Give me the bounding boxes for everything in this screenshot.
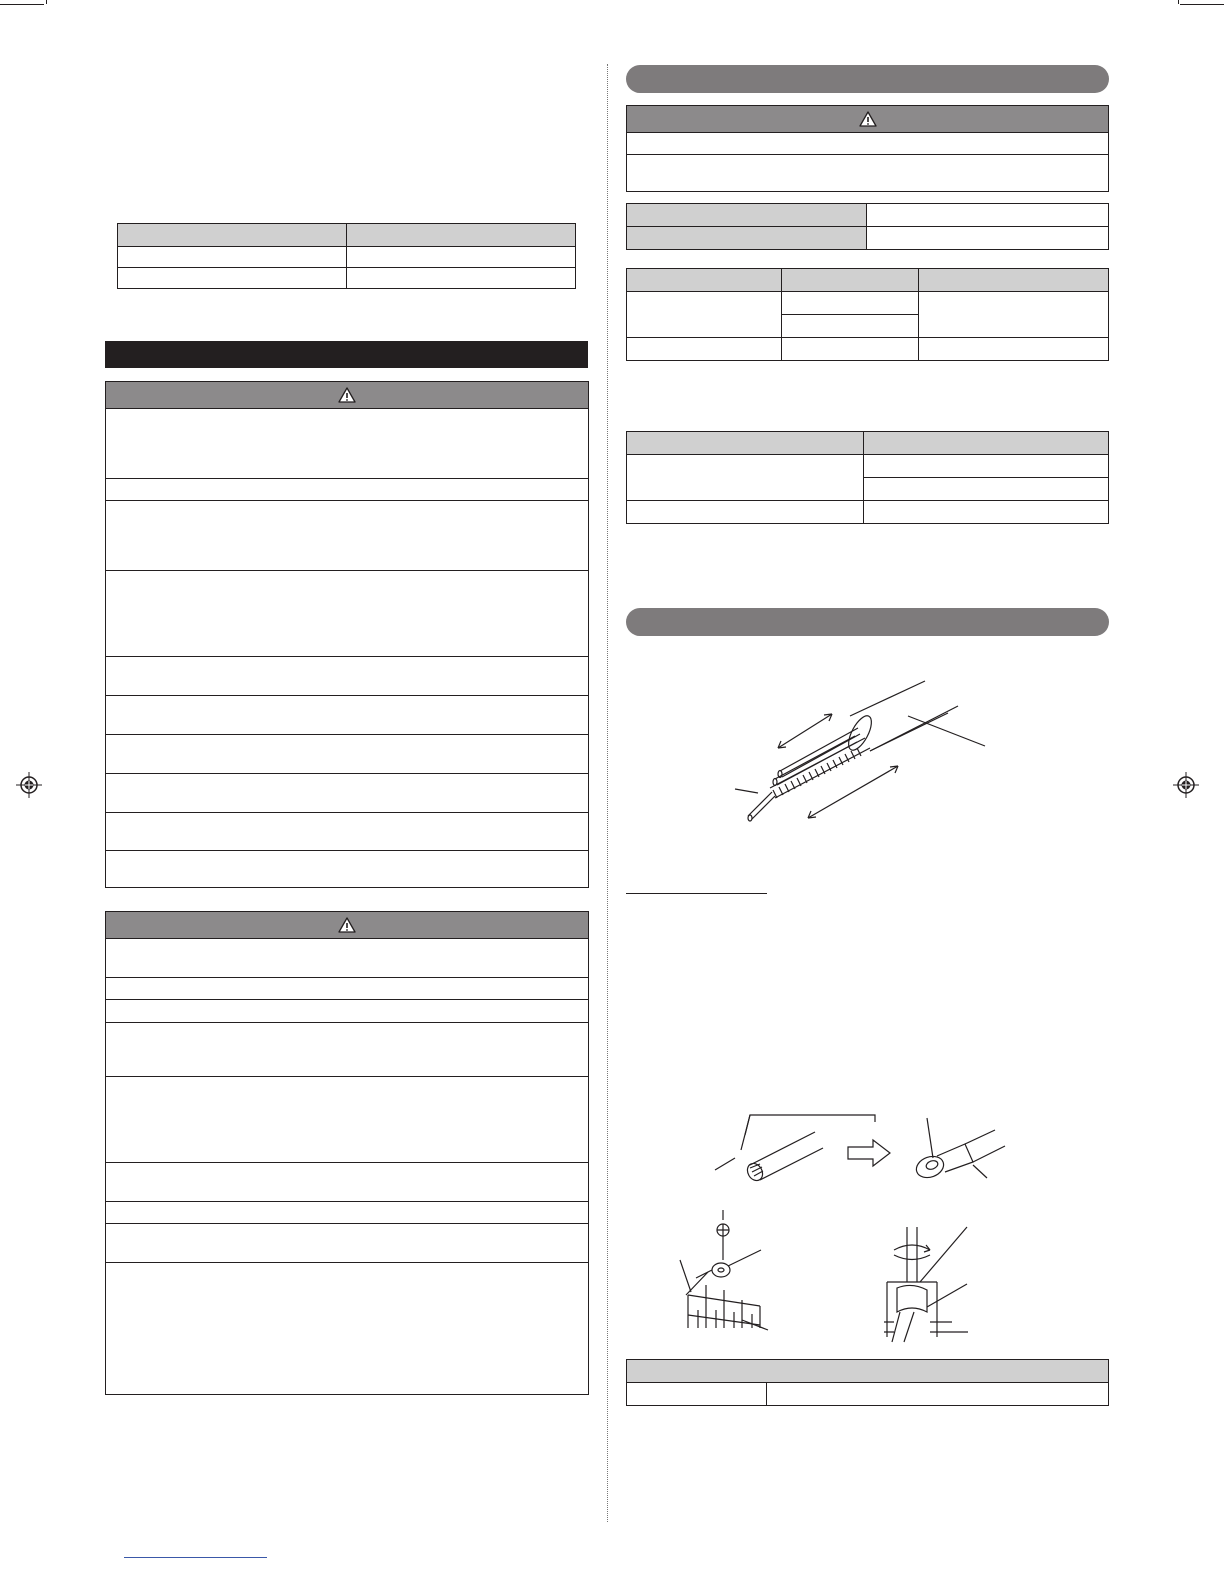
table-row	[627, 1360, 1109, 1383]
table-row	[627, 292, 1109, 315]
crop-mark-top-right	[1180, 4, 1224, 5]
column-divider	[607, 64, 608, 1522]
caution-box-header	[106, 912, 588, 939]
list-item	[106, 813, 588, 851]
list-item	[106, 851, 588, 887]
list-item	[106, 696, 588, 735]
crop-mark-top-left-v	[46, 0, 47, 4]
wire-spec-table	[626, 268, 1109, 361]
list-item	[627, 155, 1108, 191]
list-item	[106, 409, 588, 479]
list-item	[106, 1000, 588, 1023]
list-item	[106, 501, 588, 571]
rating-table	[626, 203, 1109, 250]
list-item	[106, 1263, 588, 1394]
warning-triangle-icon	[338, 917, 356, 933]
table-row	[627, 269, 1109, 292]
list-item	[106, 774, 588, 813]
list-item	[106, 571, 588, 657]
torque-table	[626, 1359, 1109, 1406]
cable-strip-figure	[730, 676, 1000, 826]
spec-table	[117, 223, 576, 289]
table-row	[627, 455, 1109, 478]
crop-mark-top-left	[0, 4, 44, 5]
list-item	[106, 479, 588, 501]
caution-box	[105, 911, 589, 1395]
list-item	[106, 1224, 588, 1263]
footer-link-underline	[124, 1557, 267, 1558]
list-item	[106, 1163, 588, 1202]
table-row	[627, 204, 1109, 227]
warning-triangle-icon	[859, 111, 877, 127]
registration-mark-icon	[1173, 772, 1199, 798]
list-item	[106, 978, 588, 1000]
registration-mark-icon	[16, 772, 42, 798]
warning-box	[105, 381, 589, 888]
table-row	[627, 227, 1109, 250]
list-item	[106, 735, 588, 774]
list-item	[106, 1023, 588, 1077]
table-row	[627, 1383, 1109, 1406]
warning-triangle-icon	[338, 387, 356, 403]
ring-terminal-figure	[705, 1110, 1015, 1190]
warning-box-header	[106, 382, 588, 409]
section-heading-bar	[105, 341, 588, 368]
crop-mark-top-right-v	[1178, 0, 1179, 4]
breaker-table	[626, 431, 1109, 524]
section-heading-pill	[626, 608, 1109, 636]
table-row	[627, 501, 1109, 524]
terminal-block-figure	[676, 1210, 776, 1340]
screwdriver-figure	[882, 1222, 982, 1347]
table-row	[118, 224, 576, 247]
alert-box-header	[627, 106, 1108, 133]
list-item	[106, 1202, 588, 1224]
list-item	[106, 1077, 588, 1163]
list-item	[627, 133, 1108, 155]
subheading-underline	[626, 893, 767, 894]
table-row	[627, 338, 1109, 361]
section-heading-pill	[626, 65, 1109, 93]
table-row	[118, 247, 576, 268]
list-item	[106, 939, 588, 978]
alert-box	[626, 105, 1109, 192]
list-item	[106, 657, 588, 696]
table-row	[118, 268, 576, 289]
table-row	[627, 432, 1109, 455]
